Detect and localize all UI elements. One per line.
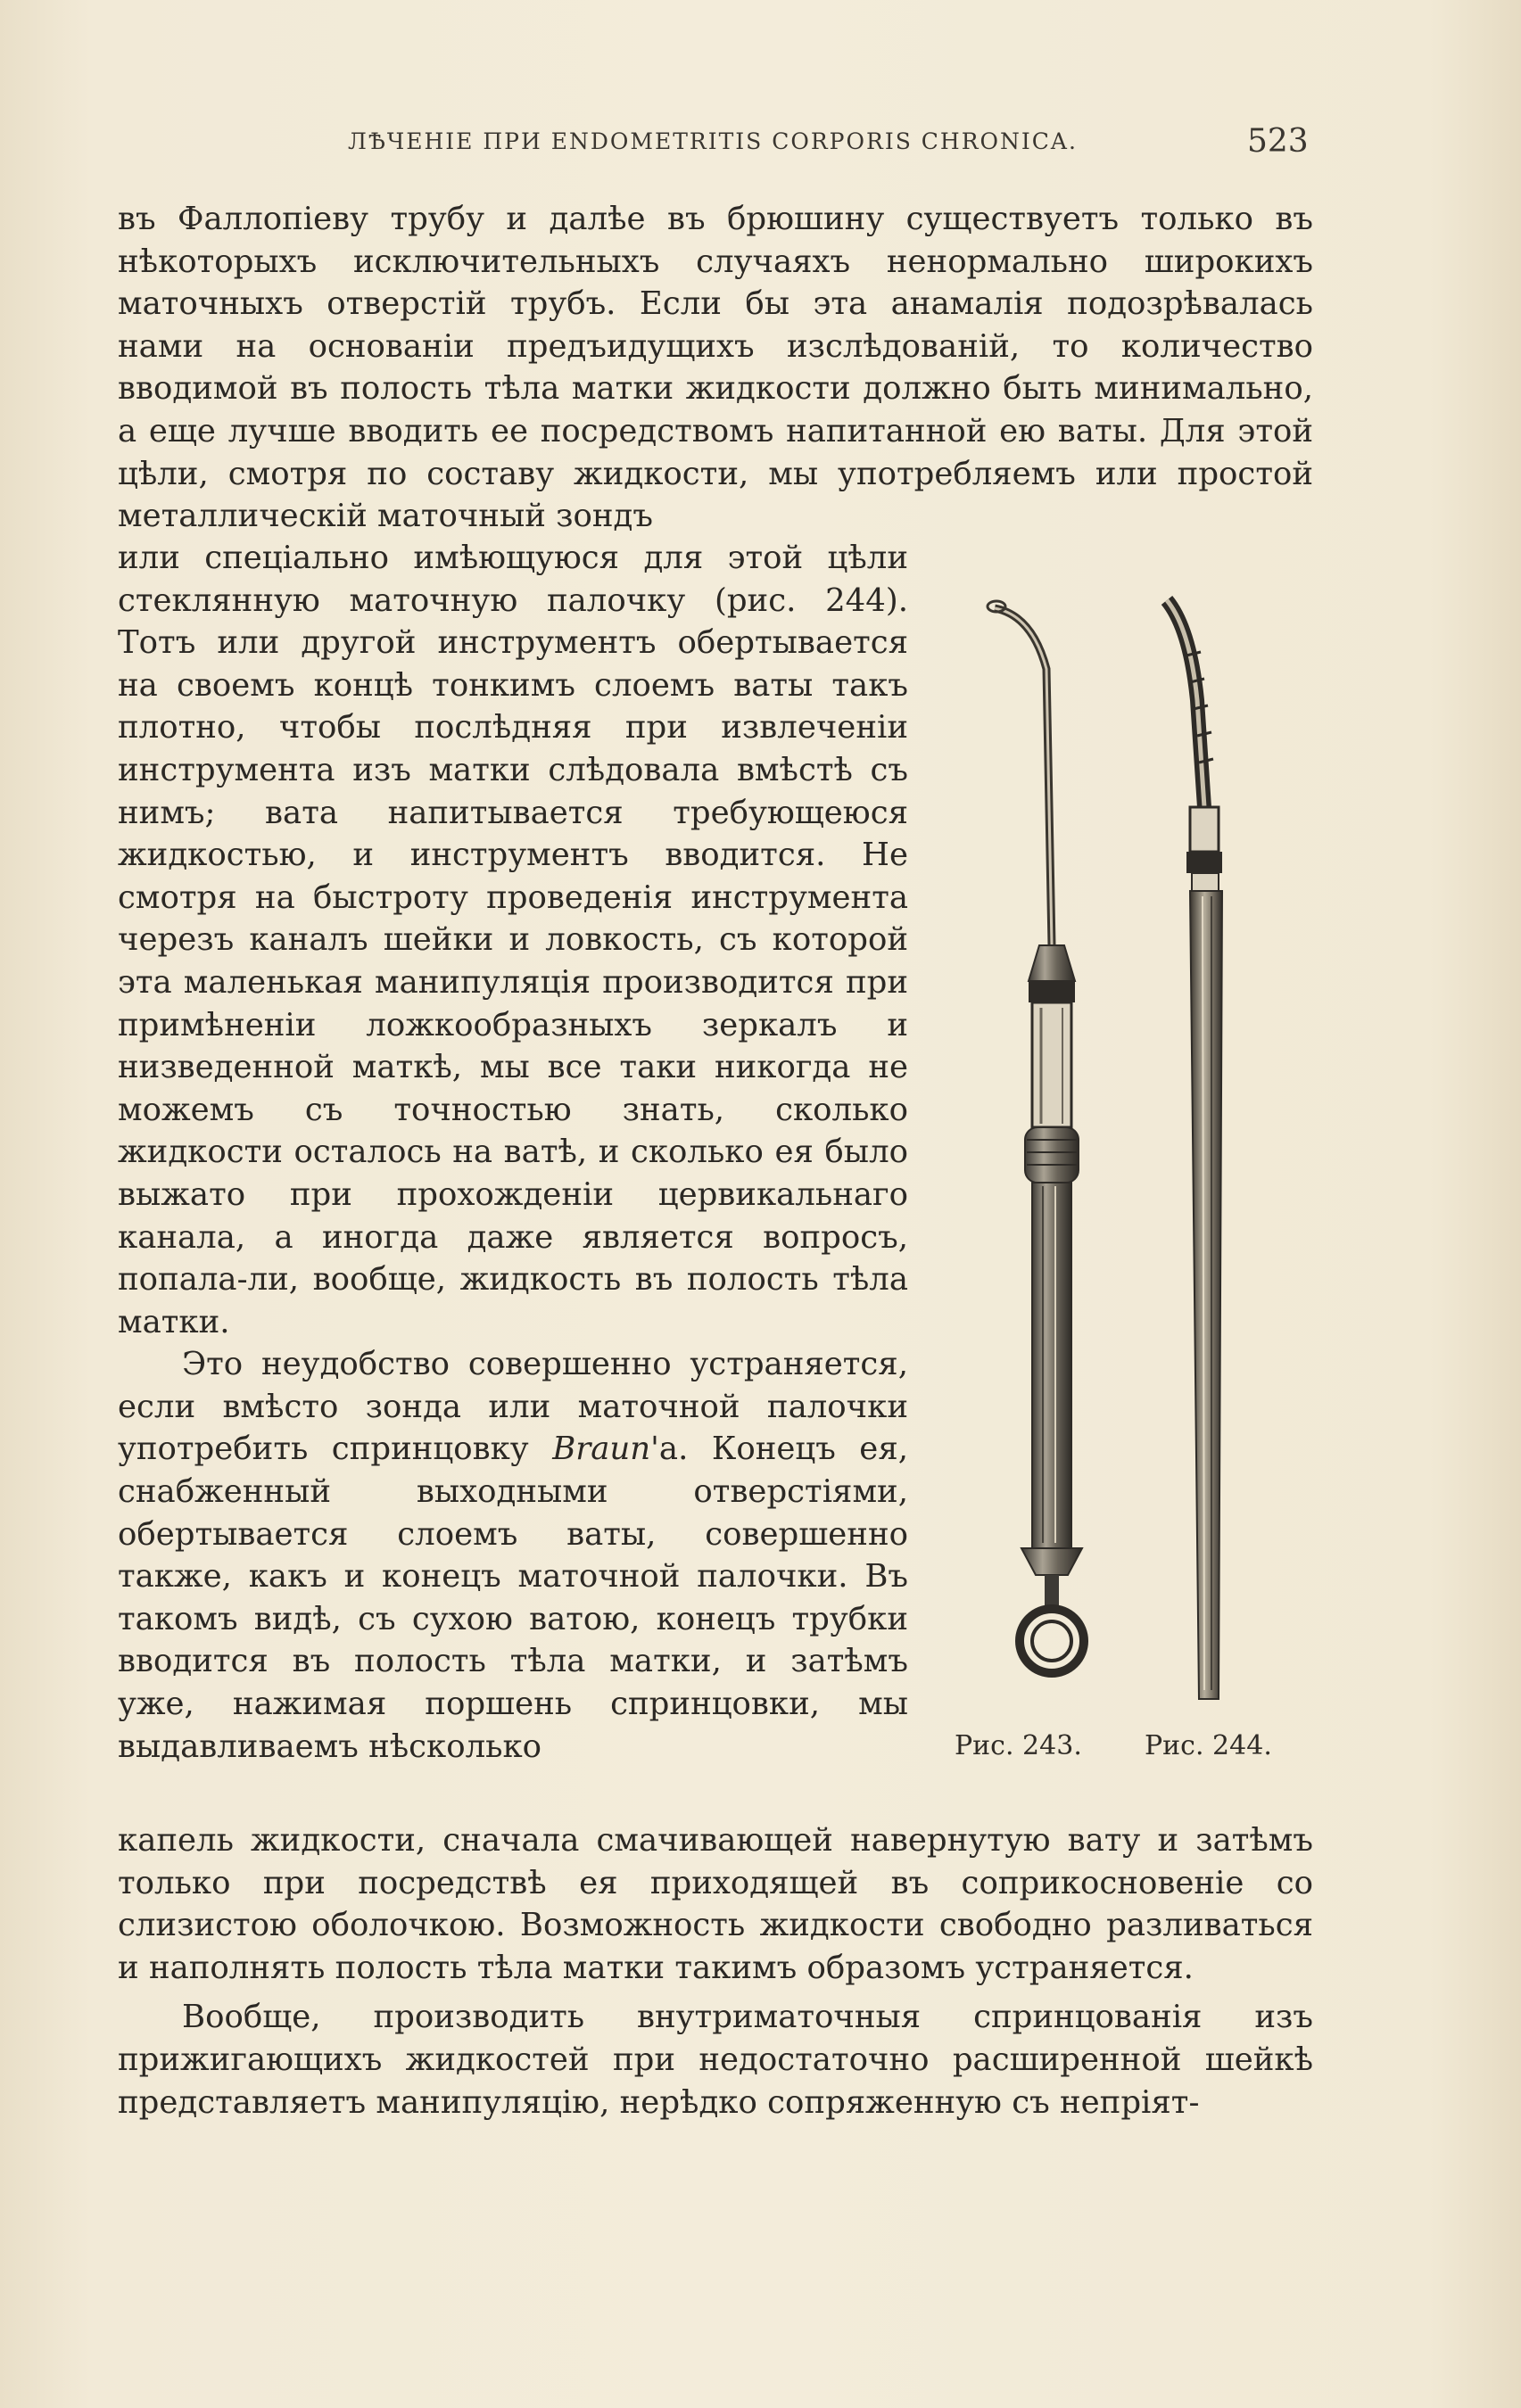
paragraph-text-part: Это неудобство совершенно устраняется, если вмѣсто зонда или маточной палочки употребить спринцовку <box>118 1346 908 1468</box>
text-block-column <box>118 537 908 1768</box>
glass-uterine-rod-illustration <box>1160 593 1240 1717</box>
paragraph-continuation: въ Фаллопіеву трубу и далѣе въ брюшину существуетъ только въ нѣкоторыхъ исключительныхъ случаяхъ ненормально широкихъ маточныхъ отверстій трубъ. Если бы эта анамалія подозрѣвалась нами на основаніи предъидущихъ изслѣдованій, то количество вводимой въ полость тѣла матки жидкости должно быть минимально, а еще лучше вводить ее посредствомъ напитанной ею ваты. Для этой цѣли, смотря по составу жидкости, мы употребляемъ или простой металлическій маточный зондъ <box>118 201 1313 535</box>
figure-caption-244: Рис. 244. <box>1145 1730 1272 1761</box>
paragraph-braun-syringe <box>118 1343 908 1768</box>
glass-uterine-rod-icon <box>1160 593 1240 1717</box>
uterine-syringe-illustration <box>986 589 1111 1721</box>
paragraph-text-part: 'а. Конецъ ея, снабженный выходными отверстіями, обертывается слоемъ ваты, совершенно также, какъ и конецъ маточной палочки. Въ такомъ видѣ, съ сухою ватою, конецъ трубки вводится въ полость тѣла матки, и затѣмъ уже, нажимая поршень спринцовки, мы выдавливаемъ нѣсколько <box>118 1431 908 1765</box>
paragraph-continuation-bottom: капель жидкости, сначала смачивающей навернутую вату и затѣмъ только при посредствѣ ея приходящей въ соприкосновеніе со слизистою оболочкою. Возможность жидкости свободно разливаться и наполнять полость тѣла матки такимъ образомъ устраняется. <box>118 1822 1313 1986</box>
text-block-full-width-top <box>118 198 1313 538</box>
figure-caption-243: Рис. 243. <box>955 1730 1082 1761</box>
author-name-italic: Braun <box>552 1431 651 1468</box>
page-header <box>0 123 1521 168</box>
paragraph-intrauterine-injections: Вообще, производить внутриматочныя спринцованія изъ прижигающихъ жидкостей при недостаточно расширенной шейкѣ представляетъ манипуляцію, нерѣдко сопряженную съ непріят- <box>118 1999 1313 2121</box>
running-head: ЛѢЧЕНІЕ ПРИ ENDOMETRITIS CORPORIS CHRONICA. <box>348 128 1078 154</box>
page-number: 523 <box>1247 123 1309 160</box>
paragraph-continuation-column: или спеціально имѣющуюся для этой цѣли стеклянную маточную палочку (рис. 244). Тотъ или другой инструментъ обертывается на своемъ концѣ тонкимъ слоемъ ваты такъ плотно, чтобы послѣдняя при извлеченіи инструмента изъ матки слѣдовала вмѣстѣ съ нимъ; вата напитывается требующеюся жидкостью, и инструментъ вводится. Не смотря на быстроту проведенія инструмента черезъ каналъ шейки и ловкость, съ которой эта маленькая манипуляція производится при примѣненіи ложкообразныхъ зеркалъ и низведенной маткѣ, мы все таки никогда не можемъ съ точностью знать, сколько жидкости осталось на ватѣ, и сколько ея было выжато при прохожденіи цервикальнаго канала, а иногда даже является вопросъ, попала-ли, вообще, жидкость въ полость тѣла матки. <box>118 540 908 1340</box>
uterine-syringe-icon <box>986 589 1111 1721</box>
text-block-full-width-bottom <box>118 1819 1313 2123</box>
